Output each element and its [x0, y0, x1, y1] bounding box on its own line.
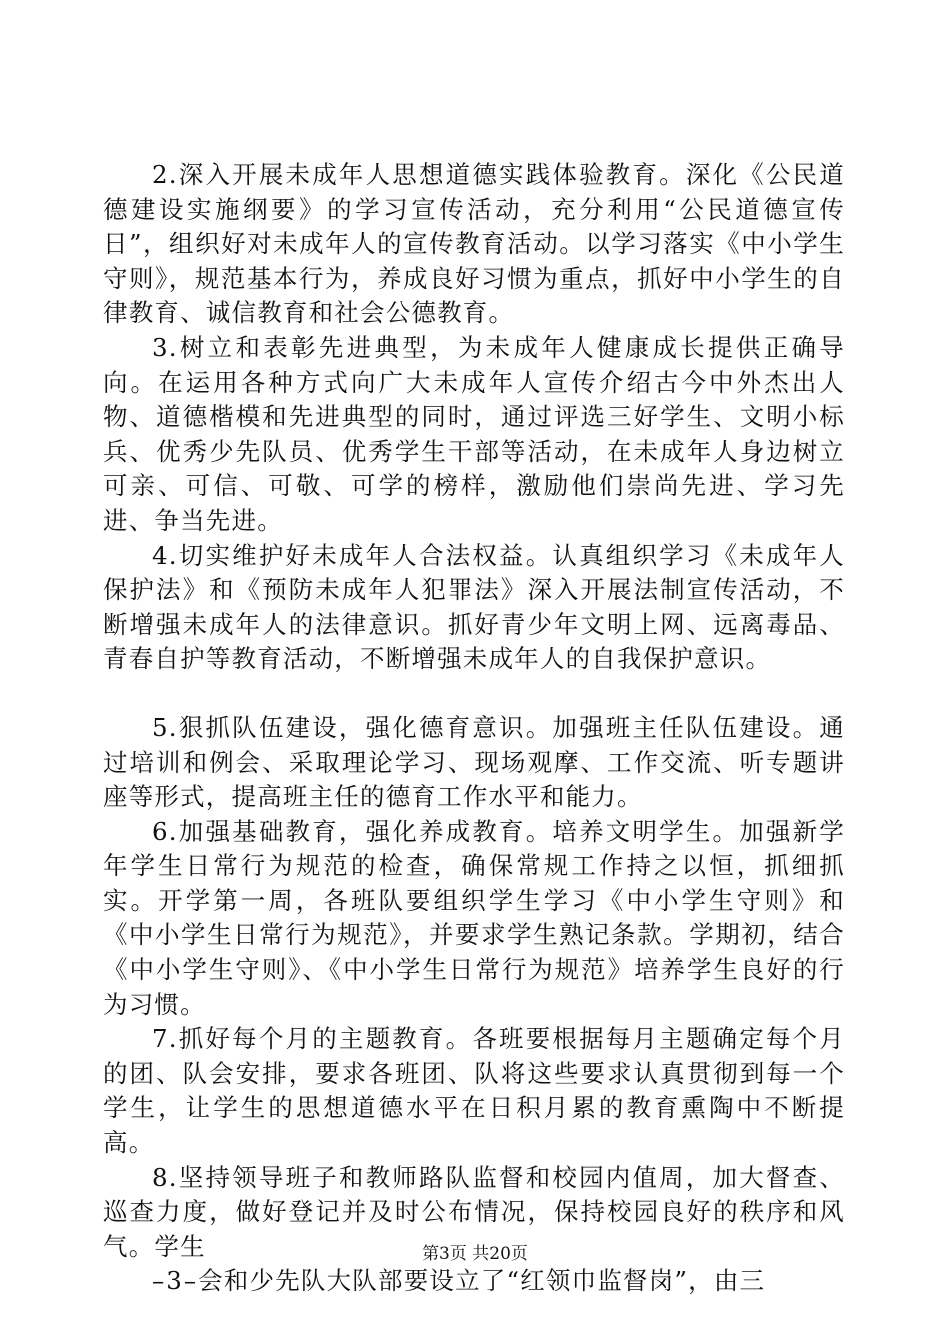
paragraph-spacer	[103, 677, 845, 711]
paragraph-6: 6.加强基础教育，强化养成教育。培养文明学生。加强新学年学生日常行为规范的检查，确保常规工作持之以恒，抓细抓实。开学第一周，各班队要组织学生学习《中小学生守则》和《中小学生日常行为规范》，并要求学生熟记条款。学期初，结合《中小学生守则》、《中小学生日常行为规范》培养学生良好的行为习惯。	[103, 816, 845, 1019]
paragraph-5: 5.狠抓队伍建设，强化德育意识。加强班主任队伍建设。通过培训和例会、采取理论学习、现场观摩、工作交流、听专题讲座等形式，提高班主任的德育工作水平和能力。	[103, 712, 845, 812]
paragraph-8: 8.坚持领导班子和教师路队监督和校园内值周，加大督查、巡查力度，做好登记并及时公布情况，保持校园良好的秩序和风气。学生	[103, 1162, 845, 1261]
inline-page-mark: –3–	[152, 1266, 199, 1296]
paragraph-2: 2.深入开展未成年人思想道德实践体验教育。深化《公民道德建设实施纲要》的学习宣传活动，充分利用“公民道德宣传日”，组织好对未成年人的宣传教育活动。以学习落实《中小学生守则》，规范基本行为，养成良好习惯为重点，抓好中小学生的自律教育、诚信教育和社会公德教育。	[103, 160, 845, 328]
paragraph-7: 7.抓好每个月的主题教育。各班要根据每月主题确定每个月的团、队会安排，要求各班团、队将这些要求认真贯彻到每一个学生，让学生的思想道德水平在日积月累的教育熏陶中不断提高。	[103, 1024, 845, 1158]
paragraph-3: 3.树立和表彰先进典型，为未成年人健康成长提供正确导向。在运用各种方式向广大未成年人宣传介绍古今中外杰出人物、道德楷模和先进典型的同时，通过评选三好学生、文明小标兵、优秀少先队员、优秀学生干部等活动，在未成年人身边树立可亲、可信、可敬、可学的榜样，激励他们崇尚先进、学习先进、争当先进。	[103, 332, 845, 535]
page-footer: 第3页 共20页	[422, 1244, 528, 1264]
continuation-text: 会和少先队大队部要设立了“红领巾监督岗”，由三	[198, 1266, 766, 1296]
paragraph-4: 4.切实维护好未成年人合法权益。认真组织学习《未成年人保护法》和《预防未成年人犯罪法》深入开展法制宣传活动，不断增强未成年人的法律意识。抓好青少年文明上网、远离毒品、青春自护等教育活动，不断增强未成年人的自我保护意识。	[103, 540, 845, 674]
continuation-line	[103, 1264, 845, 1299]
document-body	[103, 158, 845, 1299]
